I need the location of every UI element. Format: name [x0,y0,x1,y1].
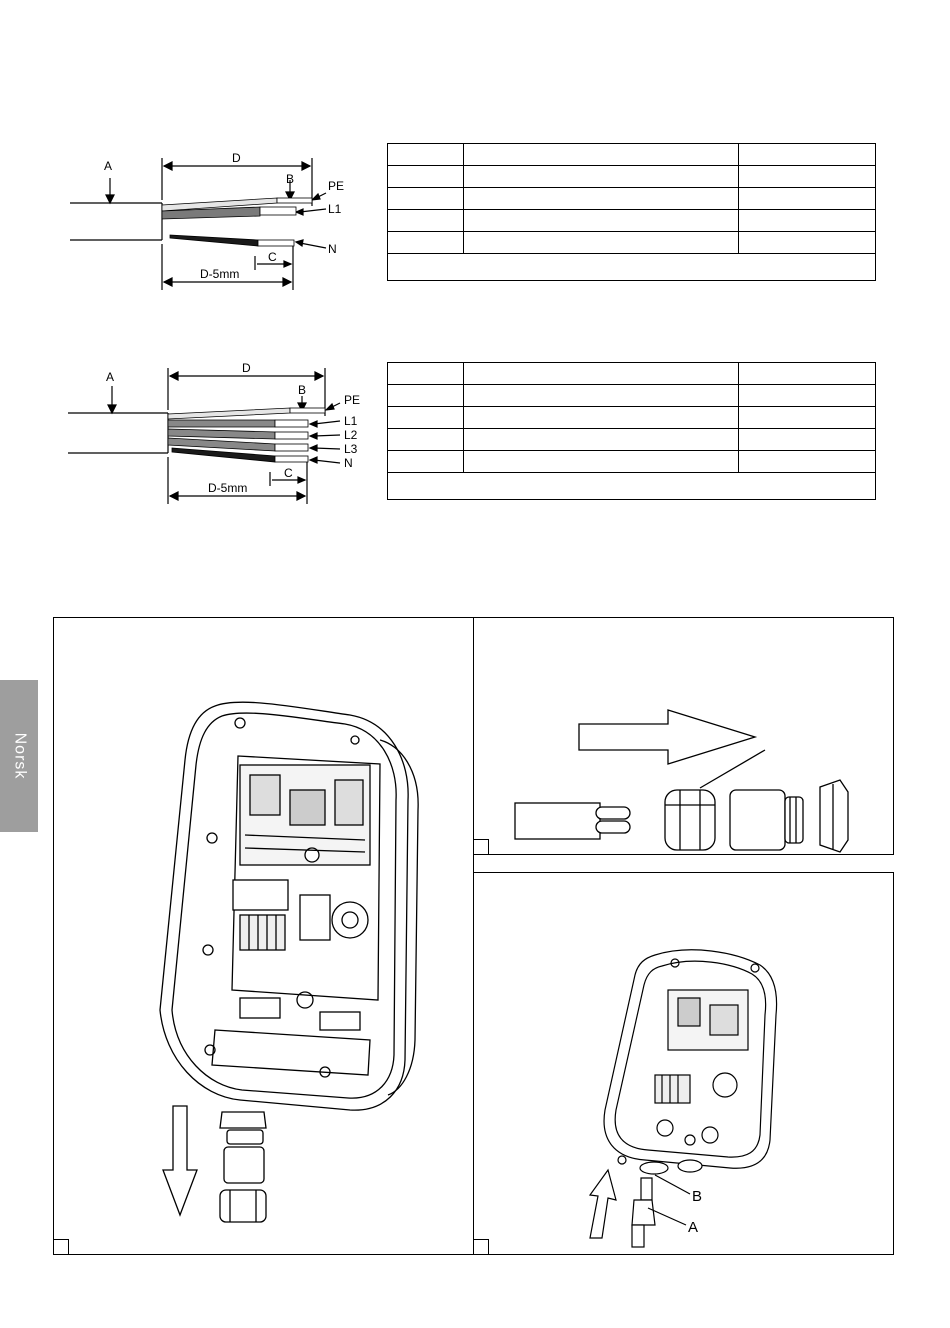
table-row [388,429,876,451]
label-n: N [328,242,337,256]
label-l2: L2 [344,428,358,442]
diagram2-labels [106,361,360,495]
step-box-top-right [473,839,489,855]
diagram1-labels [104,151,344,281]
label-c: C [268,250,277,264]
label-b: B [692,1188,703,1205]
label-d: D [242,361,251,375]
label-n: N [344,456,353,470]
language-tab [0,680,38,832]
label-l1: L1 [344,414,358,428]
single-phase-spec-table [387,143,876,281]
language-tab-label: Norsk [11,732,28,780]
table-note-row [388,254,876,281]
table-row [388,232,876,254]
figure-panel-top-right [473,617,894,855]
step-box-left [53,1239,69,1255]
table-row [388,144,876,166]
table-row [388,166,876,188]
figure-panel-left [53,617,474,1255]
table-note-row [388,473,876,500]
label-c: C [284,466,293,480]
label-d-minus: D-5mm [208,481,248,495]
table-row [388,188,876,210]
label-d: D [232,151,241,165]
figure-panel-bottom-right [473,872,894,1255]
table-row [388,407,876,429]
table-row [388,385,876,407]
label-b: B [286,172,295,186]
label-d-minus: D-5mm [200,267,240,281]
label-b: B [298,383,307,397]
label-l1: L1 [328,202,342,216]
label-pe: PE [328,179,345,193]
label-a: A [104,159,113,173]
table-row [388,363,876,385]
three-phase-spec-table [387,362,876,500]
table-row [388,451,876,473]
label-pe: PE [344,393,361,407]
step-box-bottom-right [473,1239,489,1255]
label-l3: L3 [344,442,358,456]
table-row [388,210,876,232]
label-a: A [688,1219,699,1236]
label-a: A [106,370,115,384]
